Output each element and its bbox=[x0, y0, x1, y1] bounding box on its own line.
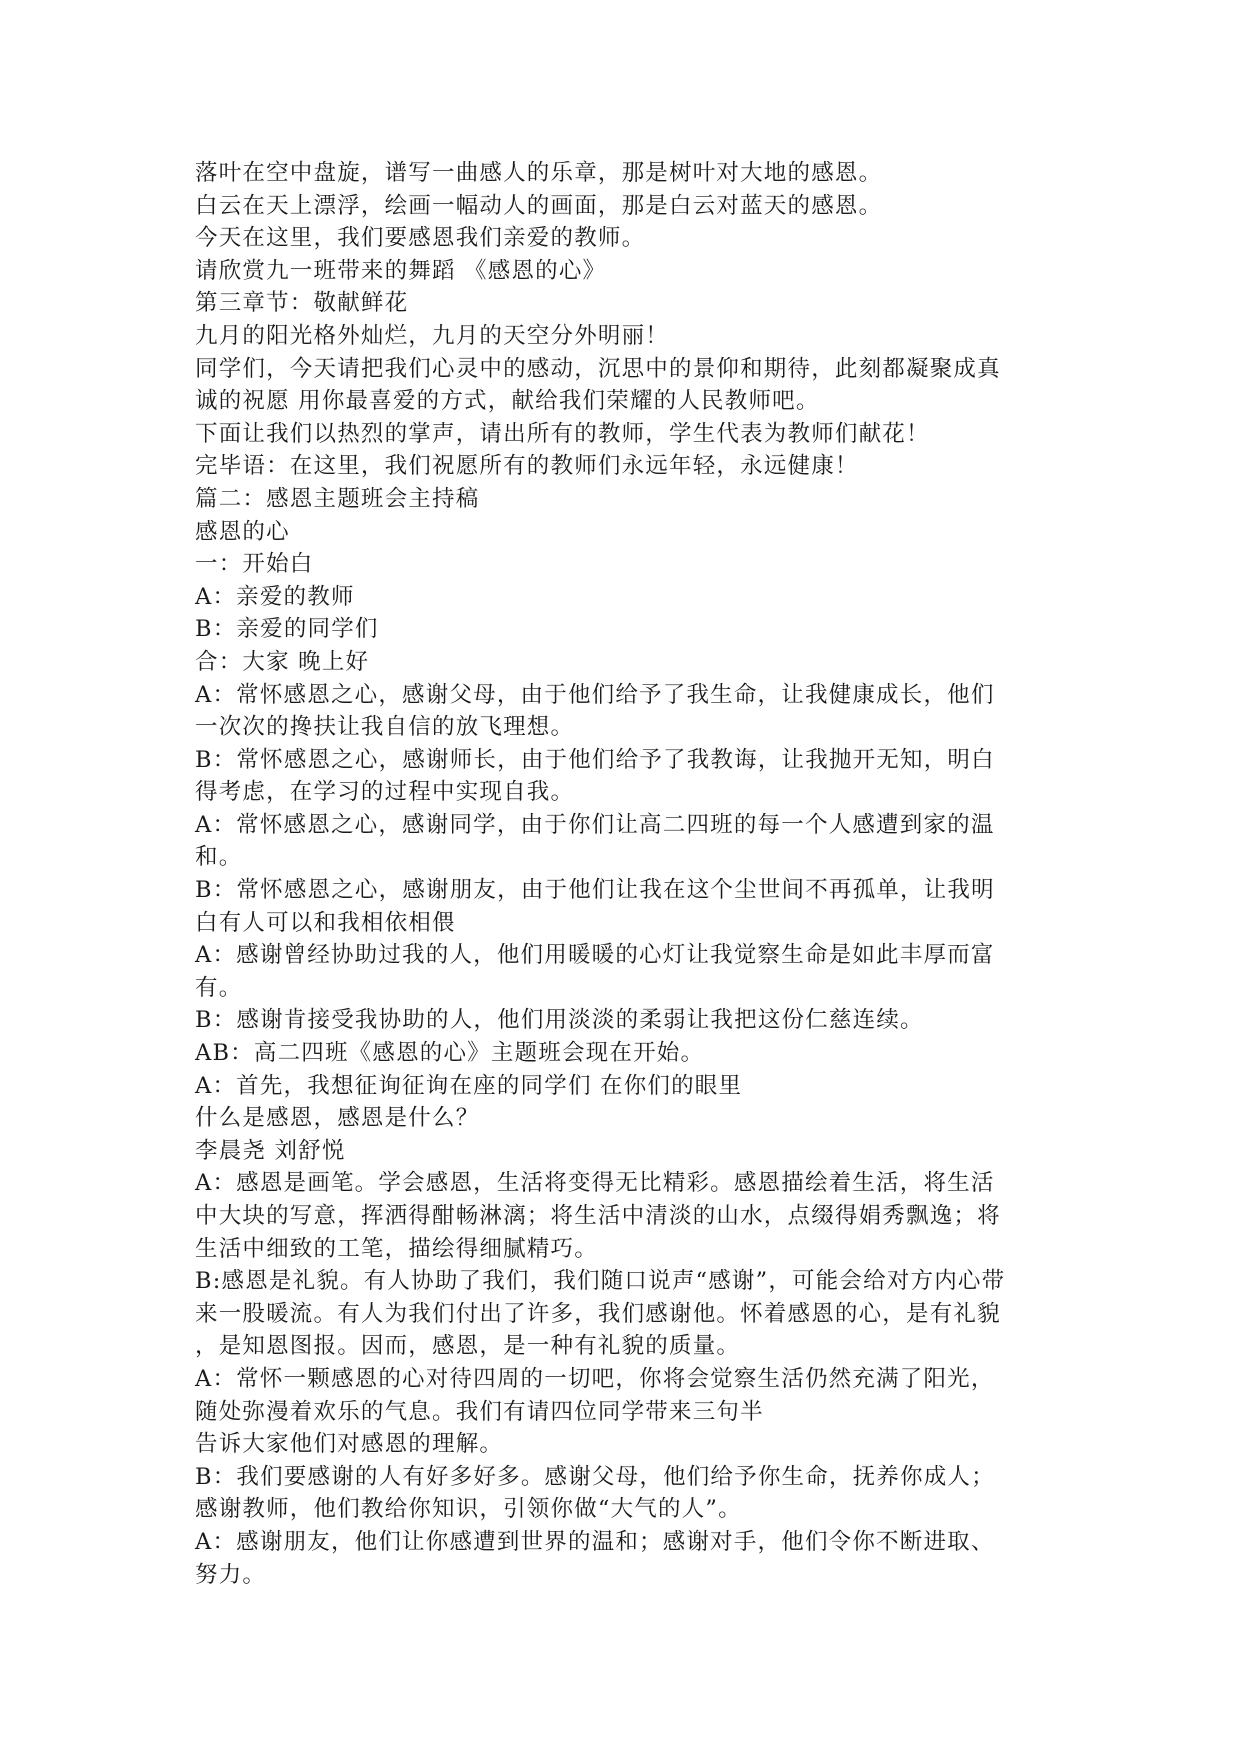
text-line: 同学们，今天请把我们心灵中的感动，沉思中的景仰和期待，此刻都凝聚成真 bbox=[195, 355, 1001, 382]
text-line: 请欣赏九一班带来的舞蹈 《感恩的心》 bbox=[195, 257, 607, 284]
dialogue-line: B:感恩是礼貌。有人协助了我们，我们随口说声“感谢”，可能会给对方内心带 bbox=[195, 1268, 1006, 1295]
text-line: 白云在天上漂浮，绘画一幅动人的画面，那是白云对蓝天的感恩。 bbox=[195, 192, 883, 219]
dialogue-line: B：常怀感恩之心，感谢师长，由于他们给予了我教诲，让我抛开无知，明白 bbox=[195, 746, 995, 773]
text-line: 有。 bbox=[195, 974, 243, 1001]
section-title: 感恩的心 bbox=[195, 518, 290, 545]
text-line: ，是知恩图报。因而，感恩，是一种有礼貌的质量。 bbox=[195, 1333, 741, 1360]
dialogue-line: A：感谢朋友，他们让你感遭到世界的温和；感谢对手，他们令你不断进取、 bbox=[195, 1528, 995, 1555]
text-line: 李晨尧 刘舒悦 bbox=[195, 1137, 346, 1164]
dialogue-line: B：感谢肯接受我协助的人，他们用淡淡的柔弱让我把这份仁慈连续。 bbox=[195, 1007, 924, 1034]
text-line: 随处弥漫着欢乐的气息。我们有请四位同学带来三句半 bbox=[195, 1398, 764, 1425]
dialogue-line: A：感谢曾经协助过我的人，他们用暖暖的心灯让我觉察生命是如此丰厚而富 bbox=[195, 942, 995, 969]
text-line: 得考虑，在学习的过程中实现自我。 bbox=[195, 779, 575, 806]
text-line: 完毕语：在这里，我们祝愿所有的教师们永远年轻，永远健康！ bbox=[195, 453, 859, 480]
text-line: 白有人可以和我相依相偎 bbox=[195, 909, 456, 936]
dialogue-line: 合：大家 晚上好 bbox=[195, 648, 370, 675]
text-line: 和。 bbox=[195, 844, 243, 871]
text-line: 感谢教师，他们教给你知识，引领你做“大气的人”。 bbox=[195, 1496, 742, 1523]
dialogue-line: A：首先，我想征询征询在座的同学们 在你们的眼里 bbox=[195, 1072, 743, 1099]
dialogue-line: B：我们要感谢的人有好多好多。感谢父母，他们给予你生命，抚养你成人； bbox=[195, 1463, 995, 1490]
text-line: 下面让我们以热烈的掌声，请出所有的教师，学生代表为教师们献花！ bbox=[195, 420, 930, 447]
document-body bbox=[195, 157, 1055, 1591]
text-line: 落叶在空中盘旋，谱写一曲感人的乐章，那是树叶对大地的感恩。 bbox=[195, 160, 883, 186]
dialogue-line: A：感恩是画笔。学会感恩，生活将变得无比精彩。感恩描绘着生活，将生活 bbox=[195, 1170, 995, 1197]
text-line: 九月的阳光格外灿烂，九月的天空分外明丽！ bbox=[195, 322, 670, 349]
text-line: 诚的祝愿 用你最喜爱的方式，献给我们荣耀的人民教师吧。 bbox=[195, 388, 820, 415]
text-line: 努力。 bbox=[195, 1561, 267, 1588]
text-line: 生活中细致的工笔，描绘得细腻精巧。 bbox=[195, 1235, 598, 1262]
text-line: 来一股暖流。有人为我们付出了许多，我们感谢他。怀着感恩的心，是有礼貌 bbox=[195, 1300, 1001, 1327]
text-line: 告诉大家他们对感恩的理解。 bbox=[195, 1431, 504, 1458]
dialogue-line: B：亲爱的同学们 bbox=[195, 616, 379, 643]
section-heading: 篇二：感恩主题班会主持稿 bbox=[195, 485, 480, 512]
dialogue-line: A：常怀感恩之心，感谢父母，由于他们给予了我生命，让我健康成长，他们 bbox=[195, 681, 995, 708]
dialogue-line: A：常怀一颗感恩的心对待四周的一切吧，你将会觉察生活仍然充满了阳光， bbox=[195, 1365, 995, 1392]
dialogue-line: B：常怀感恩之心，感谢朋友，由于他们让我在这个尘世间不再孤单，让我明 bbox=[195, 877, 995, 904]
section-heading: 第三章节：敬献鲜花 bbox=[195, 290, 409, 317]
text-line: 一次次的搀扶让我自信的放飞理想。 bbox=[195, 714, 575, 741]
text-line: 中大块的写意，挥洒得酣畅淋漓；将生活中清淡的山水，点缀得娟秀飘逸；将 bbox=[195, 1203, 1001, 1229]
dialogue-line: AB：高二四班《感恩的心》主题班会现在开始。 bbox=[195, 1040, 705, 1067]
text-line: 什么是感恩，感恩是什么？ bbox=[195, 1105, 480, 1132]
text-line: 今天在这里，我们要感恩我们亲爱的教师。 bbox=[195, 225, 646, 252]
dialogue-line: A：亲爱的教师 bbox=[195, 583, 355, 610]
dialogue-line: A：常怀感恩之心，感谢同学，由于你们让高二四班的每一个人感遭到家的温 bbox=[195, 811, 995, 838]
section-heading: 一：开始白 bbox=[195, 551, 314, 578]
